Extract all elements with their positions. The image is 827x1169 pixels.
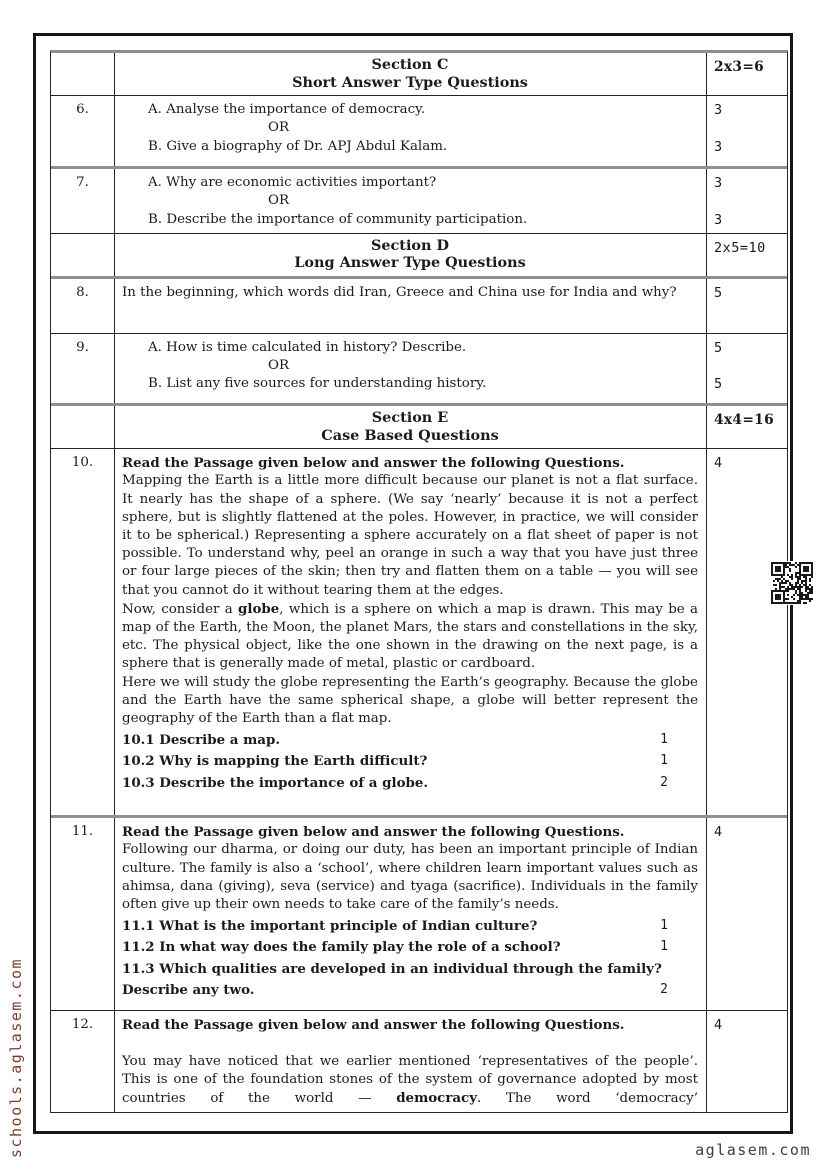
question-marks: 4 — [714, 1017, 723, 1034]
section-marks: 2x5=10 — [714, 239, 766, 256]
question-cell — [115, 818, 707, 1010]
question-marks — [714, 119, 785, 137]
option-line: B. List any five sources for understanding history. — [148, 376, 487, 392]
passage-text: Here we will study the globe representing the Earth’s geography. Because the globe and the Earth have the same spherical shape, a globe will better represent the geography of the Earth than a flat map. — [122, 674, 698, 727]
question-cell — [115, 406, 707, 448]
section-header-row — [51, 403, 787, 449]
sub-question-marks: 1 — [660, 753, 668, 769]
sub-question-text: Describe any two. — [122, 981, 255, 998]
question-marks: 5 — [714, 284, 723, 301]
blank-line — [122, 1034, 698, 1052]
sub-question-text: 10.3 Describe the importance of a globe. — [122, 774, 429, 791]
marks-cell — [707, 53, 787, 95]
section-marks: 2x3=6 — [714, 59, 765, 75]
question-number-cell — [51, 334, 115, 403]
question-cell — [115, 96, 707, 166]
marks-cell — [707, 818, 787, 1010]
section-header-row — [51, 234, 787, 276]
question-table — [50, 50, 788, 1113]
question-marks: 5 — [714, 376, 723, 393]
sub-question-marks: 1 — [660, 918, 668, 934]
or-separator: OR — [268, 193, 290, 209]
section-subtitle: Short Answer Type Questions — [292, 73, 528, 91]
question-number-cell — [51, 449, 115, 815]
sub-question-text: 10.1 Describe a map. — [122, 732, 280, 749]
sub-question — [122, 938, 698, 956]
question-number: 12. — [71, 1017, 94, 1033]
sub-question — [122, 774, 698, 792]
question-marks — [714, 192, 785, 210]
question-row — [51, 1011, 787, 1112]
question-row — [51, 276, 787, 334]
question-row — [51, 166, 787, 234]
question-row — [51, 449, 787, 815]
question-number: 10. — [71, 455, 94, 471]
question-number-cell — [51, 818, 115, 1010]
question-cell — [115, 53, 707, 95]
question-number-cell — [51, 279, 115, 333]
question-row — [51, 96, 787, 166]
marks-cell — [707, 279, 787, 333]
or-separator: OR — [268, 358, 290, 374]
sub-question — [122, 917, 698, 935]
sub-question-marks: 2 — [660, 981, 668, 997]
marks-cell — [707, 406, 787, 448]
qr-code-image — [771, 562, 813, 604]
question-number-cell — [51, 1011, 115, 1112]
question-cell — [115, 234, 707, 276]
section-title: Section E — [371, 408, 449, 426]
section-subtitle: Long Answer Type Questions — [294, 254, 526, 272]
question-number-cell — [51, 234, 115, 276]
question-number: 9. — [76, 339, 89, 355]
qr-code-icon — [770, 561, 814, 605]
sub-question — [122, 981, 698, 999]
question-number-cell — [51, 53, 115, 95]
section-title: Section D — [371, 236, 449, 254]
question-cell — [115, 1011, 707, 1112]
marks-cell — [707, 234, 787, 276]
option-line: B. Describe the importance of community participation. — [148, 211, 528, 227]
sub-question-marks: 2 — [660, 774, 668, 790]
question-marks: 3 — [714, 102, 723, 119]
option-line: A. How is time calculated in history? Describe. — [148, 339, 467, 355]
question-marks: 3 — [714, 138, 723, 155]
question-number: 6. — [76, 102, 89, 118]
sub-question — [122, 960, 698, 978]
question-row — [51, 334, 787, 403]
passage-text: Following our dharma, or doing our duty, has been an important principle of Indian culture. The family is also a ‘school’, where children learn important values such as ahimsa, dana (giving), seva (service) and tyaga (sacrifice). Individuals in the family often give up their own needs to take care of the family’s needs. — [122, 842, 698, 912]
passage-text: You may have noticed that we earlier mentioned ‘representatives of the people’. This is one of the foundation stones of the system of governance adopted by most countries of the world — democracy. The word ‘democracy’ — [122, 1053, 698, 1106]
question-number: 8. — [76, 284, 89, 300]
question-cell — [115, 169, 707, 233]
marks-cell — [707, 334, 787, 403]
question-row — [51, 815, 787, 1011]
sub-question-text: 10.2 Why is mapping the Earth difficult? — [122, 753, 428, 770]
sub-question — [122, 731, 698, 749]
option-line: A. Why are economic activities important? — [148, 175, 437, 191]
section-subtitle: Case Based Questions — [321, 426, 499, 444]
passage-intro: Read the Passage given below and answer the following Questions. — [122, 455, 625, 472]
question-number-cell — [51, 169, 115, 233]
question-number-cell — [51, 96, 115, 166]
question-cell — [115, 449, 707, 815]
question-cell — [115, 334, 707, 403]
question-marks: 3 — [714, 211, 723, 228]
question-number-cell — [51, 406, 115, 448]
passage-intro: Read the Passage given below and answer the following Questions. — [122, 1017, 625, 1034]
question-marks: 4 — [714, 455, 723, 472]
question-cell — [115, 279, 707, 333]
question-marks: 3 — [714, 175, 723, 192]
question-marks — [714, 357, 785, 375]
passage-text: In the beginning, which words did Iran, Greece and China use for India and why? — [122, 284, 677, 300]
marks-cell — [707, 169, 787, 233]
section-title: Section C — [371, 56, 449, 73]
passage-text: Mapping the Earth is a little more difficult because our planet is not a flat surface. It nearly has the shape of a sphere. (We say ‘nearly’ because it is not a perfect sphere, but is slightly flattened at the poles. However, in practice, we will consider it to be spherical.) Representing a sphere accurately on a flat sheet of paper is not possible. To understand why, peel an orange in such a way that you have just three or four large pieces of the skin; then try and flatten them on a table — you will see that you cannot do it without tearing them at the edges. — [122, 473, 698, 598]
question-number: 11. — [71, 824, 94, 840]
sub-question-text: 11.3 Which qualities are developed in an individual through the family? — [122, 960, 662, 977]
or-separator: OR — [268, 120, 290, 136]
marks-cell — [707, 1011, 787, 1112]
option-line: B. Give a biography of Dr. APJ Abdul Kalam. — [148, 138, 448, 154]
question-number: 7. — [76, 175, 89, 191]
sub-question-text: 11.2 In what way does the family play the role of a school? — [122, 939, 561, 956]
marks-cell — [707, 449, 787, 815]
sub-question-marks: 1 — [660, 939, 668, 955]
side-watermark: schools.aglasem.com — [7, 957, 25, 1159]
question-marks: 5 — [714, 339, 723, 356]
passage-intro: Read the Passage given below and answer the following Questions. — [122, 824, 625, 841]
option-line: A. Analyse the importance of democracy. — [148, 102, 426, 118]
marks-cell — [707, 96, 787, 166]
sub-question-marks: 1 — [660, 732, 668, 748]
sub-question — [122, 752, 698, 770]
section-marks: 4x4=16 — [714, 411, 774, 428]
footer-brand: aglasem.com — [695, 1141, 811, 1159]
section-header-row — [51, 53, 787, 96]
sub-question-text: 11.1 What is the important principle of Indian culture? — [122, 918, 538, 935]
question-marks: 4 — [714, 824, 723, 841]
passage-text: Now, consider a globe, which is a sphere on which a map is drawn. This may be a map of the Earth, the Moon, the planet Mars, the stars and constellations in the sky, etc. The physical object, like the one shown in the drawing on the next page, is a sphere that is generally made of metal, plastic or cardboard. — [122, 600, 698, 672]
